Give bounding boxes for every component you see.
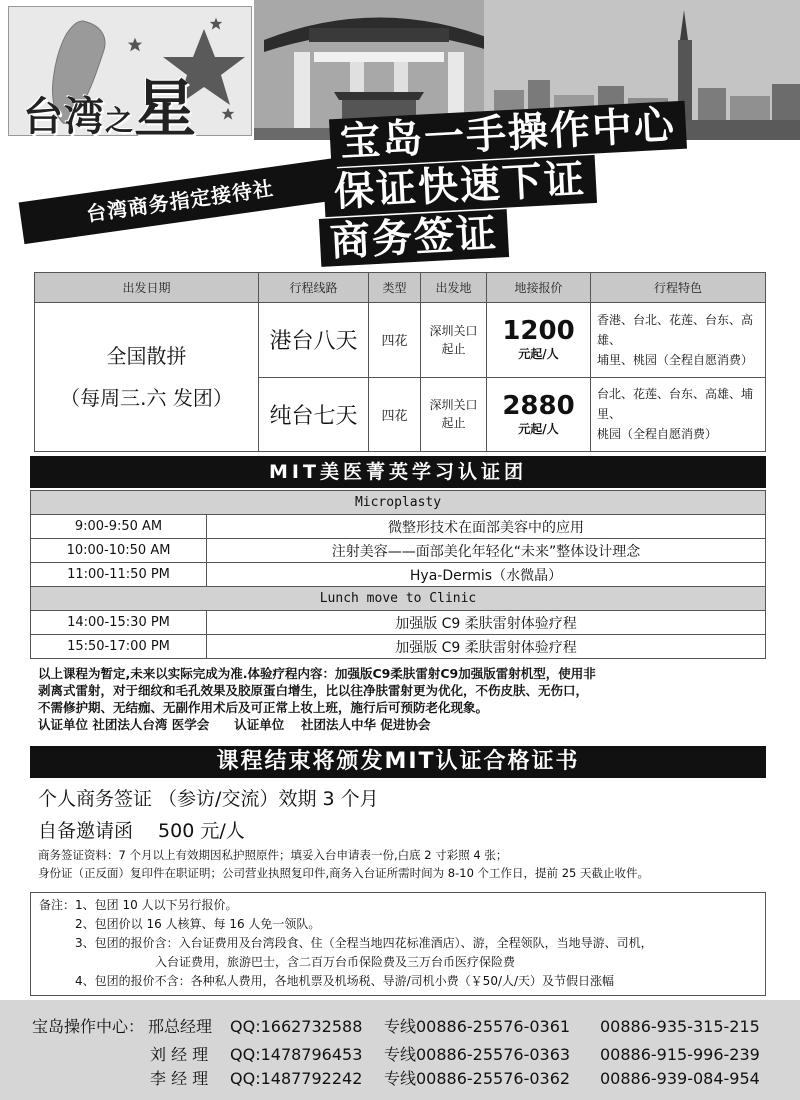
contact-line: 专线00886-25576-0362 — [384, 1069, 571, 1088]
small-star-icon — [221, 107, 235, 121]
contact-name: 李 经 理 — [150, 1069, 209, 1088]
contact-name: 刘 经 理 — [150, 1045, 209, 1064]
center-label: 宝岛操作中心： — [32, 1017, 145, 1036]
contact-line: 专线00886-25576-0363 — [384, 1045, 571, 1064]
slogan-3: 商务签证 — [319, 209, 509, 267]
schedule-row — [31, 635, 766, 659]
schedule-band-row — [31, 491, 766, 515]
col-header: 地接报价 — [487, 273, 591, 303]
small-star-icon — [209, 17, 223, 31]
logo-part2: 之 — [105, 104, 135, 137]
note-line: 以上课程为暂定,未来以实际完成为准.体验疗程内容：加强版C9柔肤雷射C9加强版雷射机型，使用非 — [38, 666, 596, 681]
remark-line: 入台证费用，旅游巴士，含二百万台币保险费及三万台币医疗保险费 — [155, 955, 516, 969]
start-date-line2: （每周三.六 发团） — [60, 386, 233, 410]
note-line: 不需修护期、无结痂、无副作用术后及可正常上妆上班，施行后可预防老化现象。 — [38, 700, 489, 715]
departure — [421, 377, 487, 452]
contact-row — [0, 1066, 800, 1092]
visa-detail: 身份证（正反面）复印件在职证明；公司营业执照复印件,商务入台证所需时间为 8-10 个工作日，提前 25 天截止收件。 — [38, 866, 650, 880]
contact-mobile: 00886-935-315-215 — [600, 1017, 760, 1036]
slogan-2: 保证快速下证 — [323, 155, 597, 217]
contact-qq: QQ:1478796453 — [230, 1045, 363, 1064]
price-cell — [487, 303, 591, 378]
departure-line: 起止 — [441, 341, 466, 356]
schedule-band-row — [31, 587, 766, 611]
certificate-banner: 课程结束将颁发MIT认证合格证书 — [30, 746, 766, 778]
tour-table — [34, 272, 766, 452]
mit-title: MIT美医菁英学习认证团 — [30, 456, 766, 488]
col-header: 出发日期 — [35, 273, 259, 303]
visa-detail: 商务签证资料：7 个月以上有效期因私护照原件；填妥入台申请表一份,白底 2 寸彩照 4 张； — [38, 848, 508, 862]
remark-line: 2、包团价以 16 人核算、每 16 人免一领队。 — [75, 917, 321, 931]
schedule-time: 11:00-11:50 PM — [31, 563, 207, 587]
schedule-band: Microplasty — [31, 491, 766, 515]
schedule-topic: 加强版 C9 柔肤雷射体验疗程 — [207, 635, 766, 659]
schedule-row — [31, 515, 766, 539]
visa-line2: 自备邀请函 500 元/人 — [38, 820, 245, 842]
contact-qq: QQ:1662732588 — [230, 1017, 363, 1036]
feature-line: 香港、台北、花莲、台东、高雄、 — [597, 312, 754, 347]
logo — [8, 6, 252, 145]
tour-type: 四花 — [369, 303, 421, 378]
schedule-row — [31, 611, 766, 635]
schedule-table — [30, 490, 766, 659]
schedule-time: 9:00-9:50 AM — [31, 515, 207, 539]
tour-header-row — [35, 273, 766, 303]
features — [591, 377, 766, 452]
small-star-icon — [127, 37, 143, 53]
ribbon-banner: 台湾商务指定接待社 — [19, 158, 342, 244]
tour-row — [35, 303, 766, 378]
logo-part1: 台湾 — [23, 94, 105, 140]
price-value: 1200 — [502, 316, 575, 347]
contact-mobile: 00886-939-084-954 — [600, 1069, 760, 1088]
schedule-topic: 加强版 C9 柔肤雷射体验疗程 — [207, 611, 766, 635]
feature-line: 台北、花莲、台东、高雄、埔里、 — [597, 387, 754, 422]
schedule-row — [31, 563, 766, 587]
schedule-time: 14:00-15:30 PM — [31, 611, 207, 635]
contact-line: 专线00886-25576-0361 — [384, 1017, 571, 1036]
header — [0, 0, 800, 272]
remarks — [30, 892, 766, 996]
schedule-row — [31, 539, 766, 563]
remark-line: 4、包团的报价不含：各种私人费用，各地机票及机场税、导游/司机小费（￥50/人/天）及节假日涨幅 — [75, 974, 615, 988]
slogan-1: 宝岛一手操作中心 — [329, 101, 687, 168]
remark-line: 备注：1、包团 10 人以下另行报价。 — [39, 898, 238, 912]
col-header: 行程线路 — [259, 273, 369, 303]
contact-row — [0, 1014, 800, 1040]
features — [591, 303, 766, 378]
note-line: 剥离式雷射，对于细纹和毛孔效果及胶原蛋白增生，比以往净肤雷射更为优化，不伤皮肤、无伤口， — [38, 683, 589, 698]
feature-line: 桃园（全程自愿消费） — [597, 427, 718, 442]
logo-text — [23, 59, 197, 148]
remark-line: 3、包团的报价含：入台证费用及台湾段食、住（全程当地四花标准酒店）、游，全程领队，当地导游、司机， — [75, 936, 653, 950]
departure — [421, 303, 487, 378]
certification-units: 认证单位 社团法人台湾 医学会 认证单位 社团法人中华 促进协会 — [38, 717, 431, 732]
departure-line: 起止 — [441, 416, 466, 431]
visa-line1: 个人商务签证 （参访/交流）效期 3 个月 — [38, 788, 379, 810]
contact-name: 邢总经理 — [148, 1017, 213, 1036]
schedule-topic: 注射美容——面部美化年轻化“未来”整体设计理念 — [207, 539, 766, 563]
start-date-cell — [35, 303, 259, 452]
schedule-topic: 微整形技术在面部美容中的应用 — [207, 515, 766, 539]
schedule-band: Lunch move to Clinic — [31, 587, 766, 611]
route-name: 港台八天 — [259, 303, 369, 378]
feature-line: 埔里、桃园（全程自愿消费） — [597, 352, 754, 367]
logo-part3: 星 — [134, 72, 198, 145]
schedule-time: 15:50-17:00 PM — [31, 635, 207, 659]
schedule-topic: Hya-Dermis（水微晶） — [207, 563, 766, 587]
course-notes — [30, 662, 766, 746]
price-unit: 元起/人 — [518, 421, 559, 436]
col-header: 出发地 — [421, 273, 487, 303]
contact-row — [0, 1042, 800, 1068]
price-value: 2880 — [502, 390, 575, 421]
route-name: 纯台七天 — [259, 377, 369, 452]
tour-type: 四花 — [369, 377, 421, 452]
footer-contacts — [0, 1000, 800, 1100]
start-date-line1: 全国散拼 — [106, 344, 187, 368]
contact-qq: QQ:1487792242 — [230, 1069, 363, 1088]
departure-line: 深圳关口 — [429, 398, 478, 413]
visa-section — [30, 780, 766, 892]
slogans — [320, 102, 750, 270]
departure-line: 深圳关口 — [429, 323, 478, 338]
col-header: 行程特色 — [591, 273, 766, 303]
contact-mobile: 00886-915-996-239 — [600, 1045, 760, 1064]
col-header: 类型 — [369, 273, 421, 303]
schedule-time: 10:00-10:50 AM — [31, 539, 207, 563]
price-unit: 元起/人 — [518, 347, 559, 362]
price-cell — [487, 377, 591, 452]
